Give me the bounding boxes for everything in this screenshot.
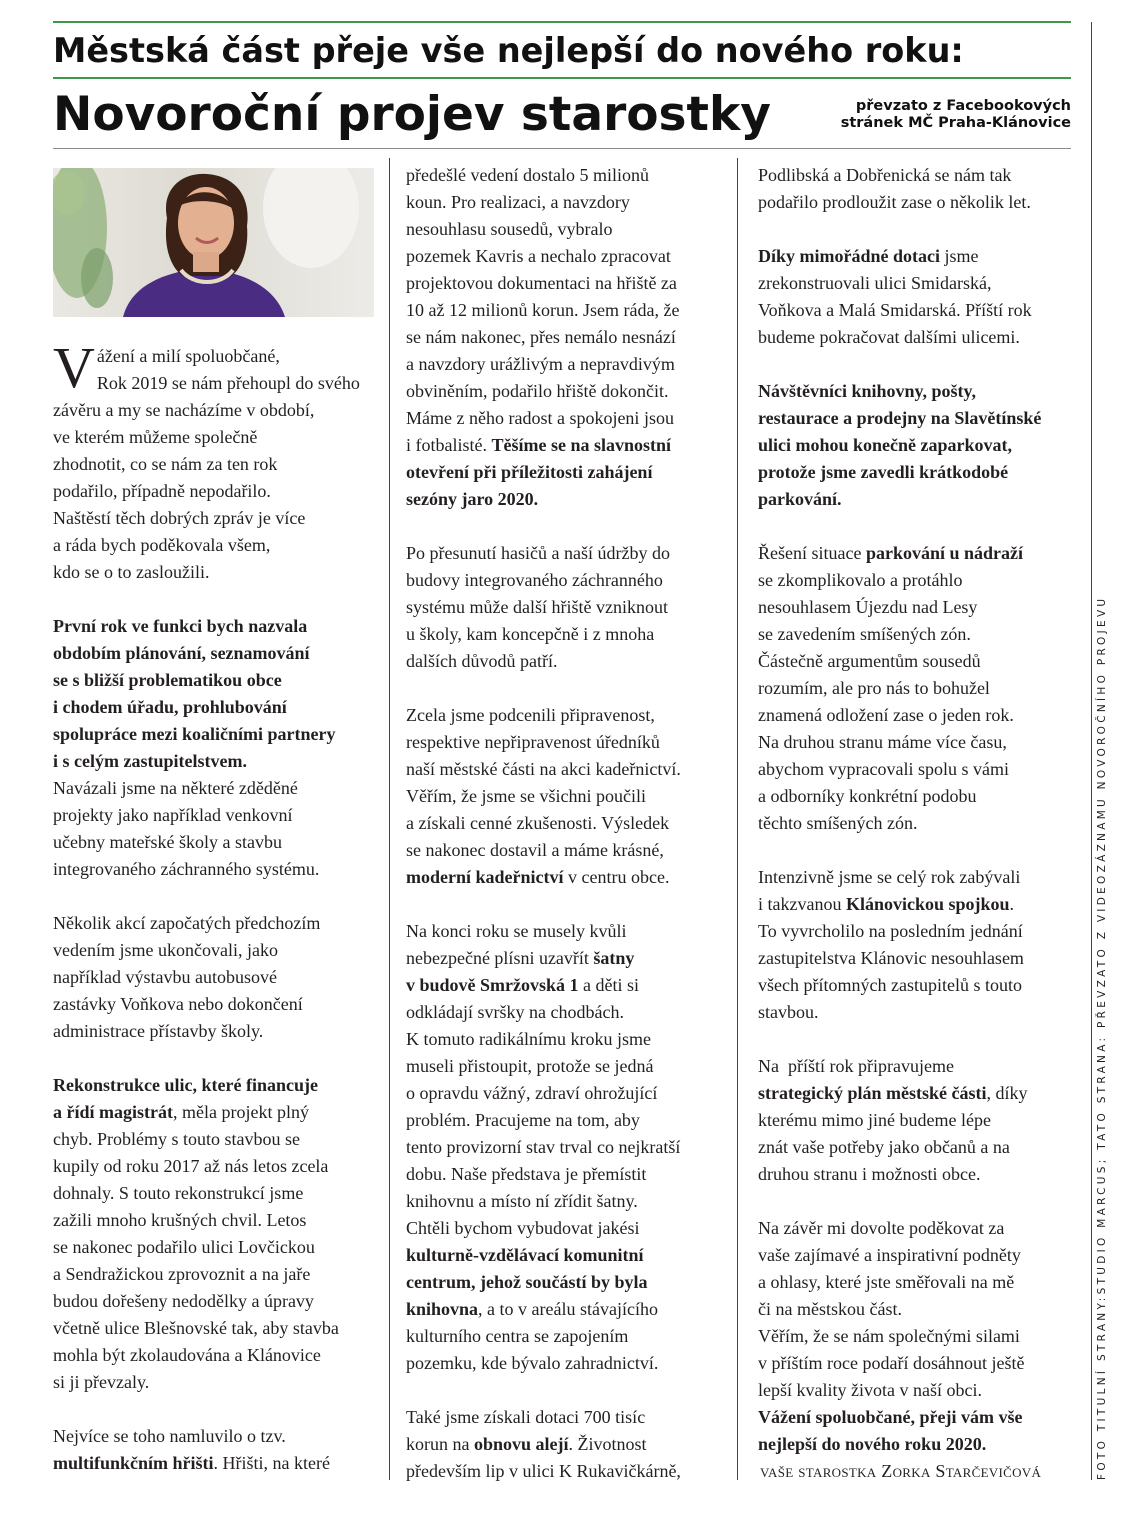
paragraph: Návštěvníci knihovny, pošty, restaurace a prodejny na Slavětínské ulici mohou konečně zaparkovat, protože jsme zavedli krátkodobé parkování. <box>758 381 1042 509</box>
paragraph: Zcela jsme podcenili připravenost, respektive nepřipravenost úředníků naší městské části na akci kadeřnictví. Věřím, že jsme se všichni poučili a získali cenné zkušenosti. Výsledek se nakonec dostavil a máme krásné, moderní kadeřnictví v centru obce. <box>406 705 681 887</box>
top-rule <box>53 21 1071 23</box>
paragraph: předešlé vedení dostalo 5 milionů koun. Pro realizaci, a navzdory nesouhlasu sousedů, vybralo pozemek Kavris a nechalo zpracovat projektovou dokumentaci na hřiště za 10 až 12 milionů korun. Jsem ráda, že se nám nakonec, přes nemálo nesnází a navzdory urážlivým a nepravdivým obviněním, podařilo hřiště dokončit. Máme z něho radost a spokojeni jsou i fotbalisté. Těšíme se na slavnostní otevření při příležitosti zahájení sezóny jaro 2020. <box>406 165 680 509</box>
paragraph: Také jsme získali dotaci 700 tisíc korun na obnovu alejí. Životnost především lip v ulici K Rukavičkárně, <box>406 1407 681 1481</box>
headline-rule <box>53 77 1071 79</box>
paragraph: Na příští rok připravujeme strategický plán městské části, díky kterému mimo jiné budeme lépe znát vaše potřeby jako občanů a na druhou stranu i možnosti obce. <box>758 1056 1028 1184</box>
source-note: převzato z Facebookových stránek MČ Praha-Klánovice <box>840 98 1071 131</box>
paragraph: Několik akcí započatých předchozím vedením jsme ukončovali, jako například výstavbu autobusové zastávky Voňkova nebo dokončení administrace přístavby školy. <box>53 913 321 1041</box>
intro-paragraph: V ážení a milí spoluobčané, Rok 2019 se nám přehoupl do svého závěru a my se nacházíme v období, ve kterém můžeme společně zhodnotit, co se nám za ten rok podařilo, případně nepodařilo. Naštěstí těch dobrých zpráv je více a ráda bych poděkovala všem, kdo se o to zasloužili. <box>53 335 360 582</box>
paragraph: Nejvíce se toho namluvilo o tzv. multifunkčním hřišti. Hřišti, na které <box>53 1426 330 1473</box>
column-divider <box>389 158 390 1480</box>
paragraph: První rok ve funkci bych nazvala obdobím plánování, seznamování se s bližší problematikou obce i chodem úřadu, prohlubování spolupráce mezi koaličními partnery i s celým zastupitelstvem. Navázali jsme na některé zděděné projekty jako například venkovní učebny mateřské školy a stavbu integrovaného záchranného systému. <box>53 616 336 879</box>
paragraph: Na konci roku se musely kvůli nebezpečné plísni uzavřít šatny v budově Smržovská 1 a děti si odkládají svršky na chodbách. K tomuto radikálnímu kroku jsme museli přistoupit, protože se jedná o opravdu vážný, zdraví ohrožující problém. Pracujeme na tom, aby tento provizorní stav trval co nejkratší dobu. Naše představa je přemístit knihovnu a místo ní zřídit šatny. Chtěli bychom vybudovat jakési kulturně-vzdělávací komunitní centrum, jehož součástí by byla knihovna, a to v areálu stávajícího kulturního centra se zapojením pozemku, kde bývalo zahradnictví. <box>406 921 681 1373</box>
paragraph: Po přesunutí hasičů a naší údržby do budovy integrovaného záchranného systému může další hřiště vzniknout u školy, kam koncepčně i z mnoha dalších důvodů patří. <box>406 543 670 671</box>
paragraph: Díky mimořádné dotaci jsme zrekonstruovali ulici Smidarská, Voňkova a Malá Smidarská. Příští rok budeme pokračovat dalšími ulicemi. <box>758 246 1032 347</box>
photo-credit: FOTO TITULNÍ STRANY:STUDIO MARCUS; TATO STRANA: PŘEVZATO Z VIDEOZÁZNAMU NOVOROČNÍHO PROJEVU <box>1096 595 1108 1480</box>
column-divider <box>737 158 738 1480</box>
dropcap: V <box>53 335 95 400</box>
column-3 <box>758 162 1088 1485</box>
paragraph: Podlibská a Dobřenická se nám tak podařilo prodloužit zase o několik let. <box>758 165 1031 212</box>
page-title: Novoroční projev starostky <box>53 87 771 142</box>
portrait-photo-icon <box>53 168 374 317</box>
column-1 <box>53 335 388 1477</box>
paragraph: Rekonstrukce ulic, které financuje a řídí magistrát, měla projekt plný chyb. Problémy s touto stavbou se kupily od roku 2017 až nás letos zcela dohnaly. S touto rekonstrukcí jsme zažili mnoho krušných chvil. Letos se nakonec podařilo ulici Lovčickou a Sendražickou zprovoznit a na jaře budou dořešeny nedodělky a úpravy včetně ulice Blešnovské tak, aby stavba mohla být zkolaudována a Klánovice si ji převzaly. <box>53 1075 339 1392</box>
header-bottom-rule <box>53 148 1071 149</box>
paragraph: Řešení situace parkování u nádraží se zkomplikovalo a protáhlo nesouhlasem Újezdu nad Lesy se zavedením smíšených zón. Částečně argumentům sousedů rozumím, ale pro nás to bohužel znamená odložení zase o jeden rok. Na druhou stranu máme více času, abychom vypracovali spolu s vámi a odborníky konkrétní podobu těchto smíšených zón. <box>758 543 1024 833</box>
paragraph: Intenzivně jsme se celý rok zabývali i takzvanou Klánovickou spojkou. To vyvrcholilo na posledním jednání zastupitelstva Klánovic nesouhlasem všech přítomných zastupitelů s touto stavbou. <box>758 867 1024 1022</box>
column-2 <box>406 162 736 1485</box>
portrait-illustration <box>53 168 374 317</box>
signature: vaše starostka Zorka Starčevičová <box>760 1461 1042 1481</box>
headline: Městská část přeje vše nejlepší do nového roku: <box>53 31 964 70</box>
paragraph: Na závěr mi dovolte poděkovat za vaše zajímavé a inspirativní podněty a ohlasy, které jste směřovali na mě či na městskou část. Věřím, že se nám společnými silami v příštím roce podaří dosáhnout ještě lepší kvality života v naší obci. Vážení spoluobčané, přeji vám vše nejlepší do nového roku 2020. vaše starostka Zorka Starčevičová <box>758 1215 1088 1485</box>
